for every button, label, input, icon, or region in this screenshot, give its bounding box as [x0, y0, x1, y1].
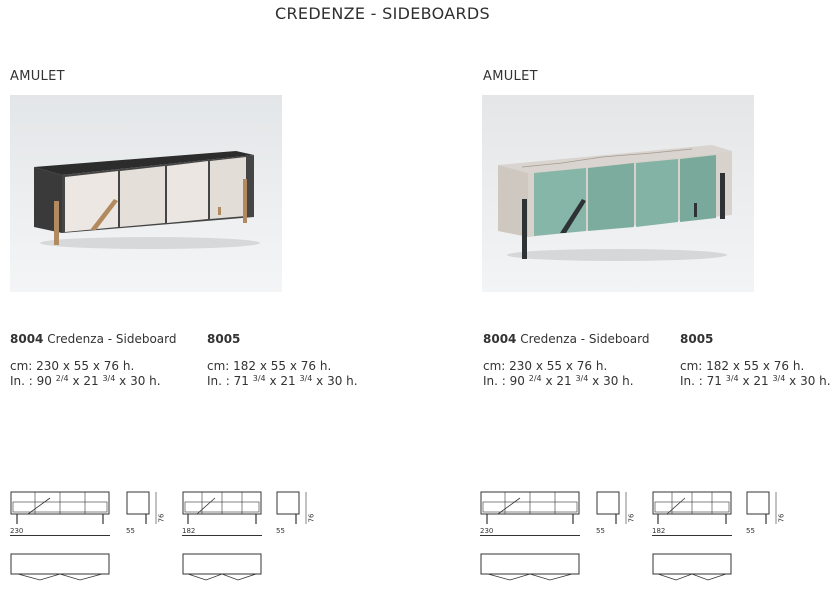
dims-right-8005	[680, 359, 831, 389]
product-name-right: AMULET	[483, 69, 538, 84]
model-code: 8005	[207, 332, 241, 346]
top-drawing-left-8005	[182, 553, 262, 583]
dim-depth-label: 55	[126, 527, 135, 535]
model-line-left-8005	[207, 332, 240, 346]
dims-left-8005	[207, 359, 358, 389]
dim-depth-label: 55	[276, 527, 285, 535]
front-drawing-left-8005	[182, 490, 262, 530]
page-title: CREDENZE - SIDEBOARDS	[275, 4, 490, 23]
model-line-right-8004	[483, 332, 650, 346]
top-drawing-right-8004	[480, 553, 580, 583]
top-drawing-left-8004	[10, 553, 110, 583]
dims-cm: cm: 182 x 55 x 76 h.	[680, 359, 805, 373]
front-drawing-right-8004	[480, 490, 580, 530]
side-drawing-right-8004	[596, 490, 630, 530]
product-photo-right	[482, 95, 754, 292]
dim-height-label: 76	[307, 513, 316, 523]
side-drawing-right-8005	[746, 490, 780, 530]
dim-width-label: 182	[182, 527, 196, 535]
dims-right-8004	[483, 359, 634, 389]
side-drawing-left-8004	[126, 490, 160, 530]
model-code: 8004	[10, 332, 44, 346]
dims-cm: cm: 182 x 55 x 76 h.	[207, 359, 332, 373]
dim-width-label: 230	[10, 527, 24, 535]
dim-width-line	[480, 535, 580, 536]
dims-in: In. : 90 $^{2/4}$ x 21 $^{3/4}$ x 30 h.	[483, 374, 634, 388]
side-drawing-left-8005	[276, 490, 310, 530]
model-line-right-8005	[680, 332, 713, 346]
model-code: 8004	[483, 332, 517, 346]
front-drawing-right-8005	[652, 490, 732, 530]
dim-width-line	[10, 535, 110, 536]
dim-width-line	[182, 535, 262, 536]
model-desc: Credenza - Sideboard	[47, 332, 177, 346]
model-line-left-8004	[10, 332, 177, 346]
dims-in: In. : 71 $^{3/4}$ x 21 $^{3/4}$ x 30 h.	[680, 374, 831, 388]
product-photo-left	[10, 95, 282, 292]
dim-height-label: 76	[627, 513, 636, 523]
dim-width-line	[652, 535, 732, 536]
model-code: 8005	[680, 332, 714, 346]
dims-cm: cm: 230 x 55 x 76 h.	[483, 359, 608, 373]
dims-in: In. : 71 $^{3/4}$ x 21 $^{3/4}$ x 30 h.	[207, 374, 358, 388]
dim-depth-label: 55	[746, 527, 755, 535]
top-drawing-right-8005	[652, 553, 732, 583]
front-drawing-left-8004	[10, 490, 110, 530]
dims-cm: cm: 230 x 55 x 76 h.	[10, 359, 135, 373]
dim-width-label: 182	[652, 527, 666, 535]
dim-height-label: 76	[157, 513, 166, 523]
dim-width-label: 230	[480, 527, 494, 535]
model-desc: Credenza - Sideboard	[520, 332, 650, 346]
dim-height-label: 76	[777, 513, 786, 523]
dim-depth-label: 55	[596, 527, 605, 535]
dims-in: In. : 90 $^{2/4}$ x 21 $^{3/4}$ x 30 h.	[10, 374, 161, 388]
dims-left-8004	[10, 359, 161, 389]
product-name-left: AMULET	[10, 69, 65, 84]
